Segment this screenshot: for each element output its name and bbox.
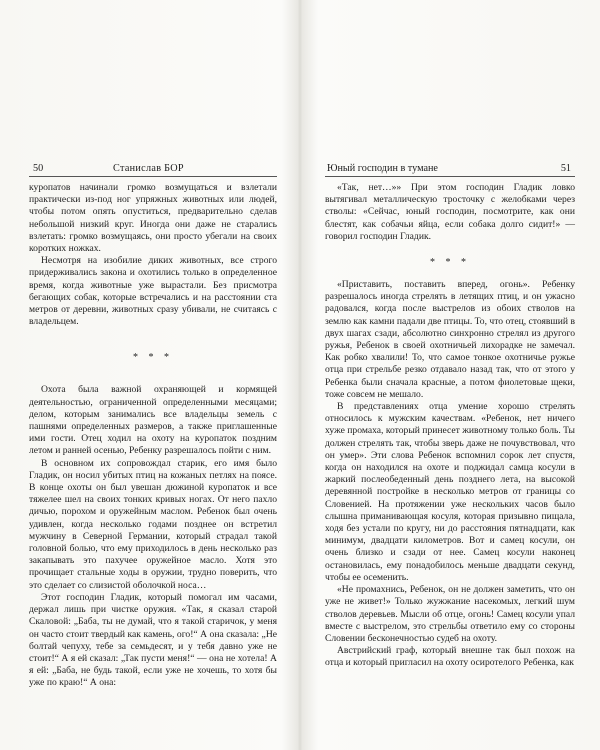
paragraph: Этот господин Гладик, который помогал им часами, держал лишь при чистке оружия. «Так, я сказал старой Скаловой: „Баба, ты не думай, что я такой старичок, у меня он часто стоит твердый как камень, ого!“ А она сказала: „Не болтай чепуху, тебе за семьдесят, и у тебя давно уже не стоит!“ А я ей сказал: „Так пусти меня!“ — она не хотела! А я ей: „Баба, не будь такой, если уже не хочешь, то хотя бы уже по краю!“ А она:	[29, 591, 277, 689]
paragraph: Охота была важной охраняющей и кормящей деятельностью, ограниченной определенными месяцами; делом, которым занимались все владельцы земель с пашнями определенных размеров, а также приглашенные ими гости. Отец ходил на охоту на куропаток поздним летом и ранней осенью, Ребенку разрешалось пойти с ним.	[29, 384, 277, 457]
left-page	[29, 162, 277, 750]
paragraph: В представлениях отца умение хорошо стрелять относилось к мужским качествам. «Ребенок, нет ничего хуже промаха, который принесет животному только боль. Ты должен стрелять так, чтобы зверь даже не почувствовал, что он умер». Эти слова Ребенок вспомнил сорок лет спустя, когда он находился на охоте и поджидал самца косули в жаркий послеобеденный день позднего лета, на высокой деревянной постройке в несколько метров от границы со Словенией. На протяжении уже нескольких часов было слышна приманивающая косуля, которая призывно пищала, ходя без устали по кругу, ни до расстояния пятнадцати, как минимум, двадцати километров. Вот и самец косули, он очень близко и сзади от нее. Самец косули наконец остановилась, ему понадобилось меньше двадцати секунд, чтобы ее осеменить.	[325, 401, 575, 583]
section-separator: * * *	[133, 352, 173, 364]
paragraph: Несмотря на изобилие диких животных, все строго придерживались закона и охотились только в определенное время, когда животные уже вырастали. Без присмотра бегающих собак, которые встречались и на расстоянии ста метров от деревни, животных сразу убивали, не считаясь с владельцем.	[29, 255, 277, 328]
page-text	[29, 182, 277, 690]
paragraph: Австрийский граф, который внешне так был похож на отца и который пригласил на охоту осиротелого Ребенка, как	[325, 645, 575, 669]
paragraph: «Приставить, поставить вперед, огонь». Ребенку разрешалось иногда стрелять в летящих птиц, и он ужасно радовался, когда после выстрелов из обоих стволов на землю как камни падали две птицы. То, что отец, стоявший в двух шагах сзади, абсолютно синхронно стрелял из другого ружья, Ребенок в своей охотничьей лихорадке не замечал. Как робко хвалили! То, что самое тонкое охотничье ружье отца при стрельбе резко отдавало назад так, что от этого у Ребенка были сначала красные, а потом фиолетовые щеки, тоже совсем не мешало.	[325, 279, 575, 400]
paragraph: куропатов начинали громко возмущаться и взлетали практически из-под ног упряжных животных или людей, чтобы потом опять опуститься, предварительно сделав небольшой низкий круг. Иногда они даже не старались взлетать: громко возмущаясь, они просто убегали на своих коротких ножках.	[29, 182, 277, 255]
section-separator: * * *	[430, 257, 470, 269]
right-page	[325, 162, 575, 750]
paragraph: В основном их сопровождал старик, его имя было Гладик, он носил убитых птиц на кожаных петлях на поясе. В конце охоты он был увешан дюжиной куропаток и все тяжелее шел на своих тонких кривых ногах. От него пахло дичью, порохом и оружейным маслом. Ребенок был очень удивлен, когда несколько годами позднее он встретил мужчину в Северной Германии, который страдал такой головной болью, что ему приходилось в день несколько раз закапывать это пахучее оружейное масло. Хотя это прочищает стальные ходы в оружии, трудно поверить, что это сделает со слизистой оболочкой носа…	[29, 457, 277, 591]
page-number: 51	[560, 163, 571, 174]
running-head: Юный господин в тумане	[327, 163, 438, 174]
page-number: 50	[33, 163, 44, 174]
page-text	[325, 182, 575, 670]
paragraph: «Так, нет…»» При этом господин Гладик ловко вытягивал металлическую тросточку с желобками через стволы: «Сейчас, юный господин, посмотрите, как они блестят, как собачьи яйца, если собака долго сидит!» — говорил господин Гладик.	[325, 182, 575, 242]
page-header	[325, 162, 575, 177]
paragraph: «Не промахнись, Ребенок, он не должен заметить, что он уже не живет!» Только жужжание насекомых, легкий шум стволов деревьев. Мысли об отце, огонь! Самец косули упал вместе с выстрелом, это стрельбы ответило ему со стороны Словении бесконечностью судеб на охоту.	[325, 584, 575, 644]
running-head: Станислав БОР	[113, 163, 184, 174]
page-header	[29, 162, 277, 177]
